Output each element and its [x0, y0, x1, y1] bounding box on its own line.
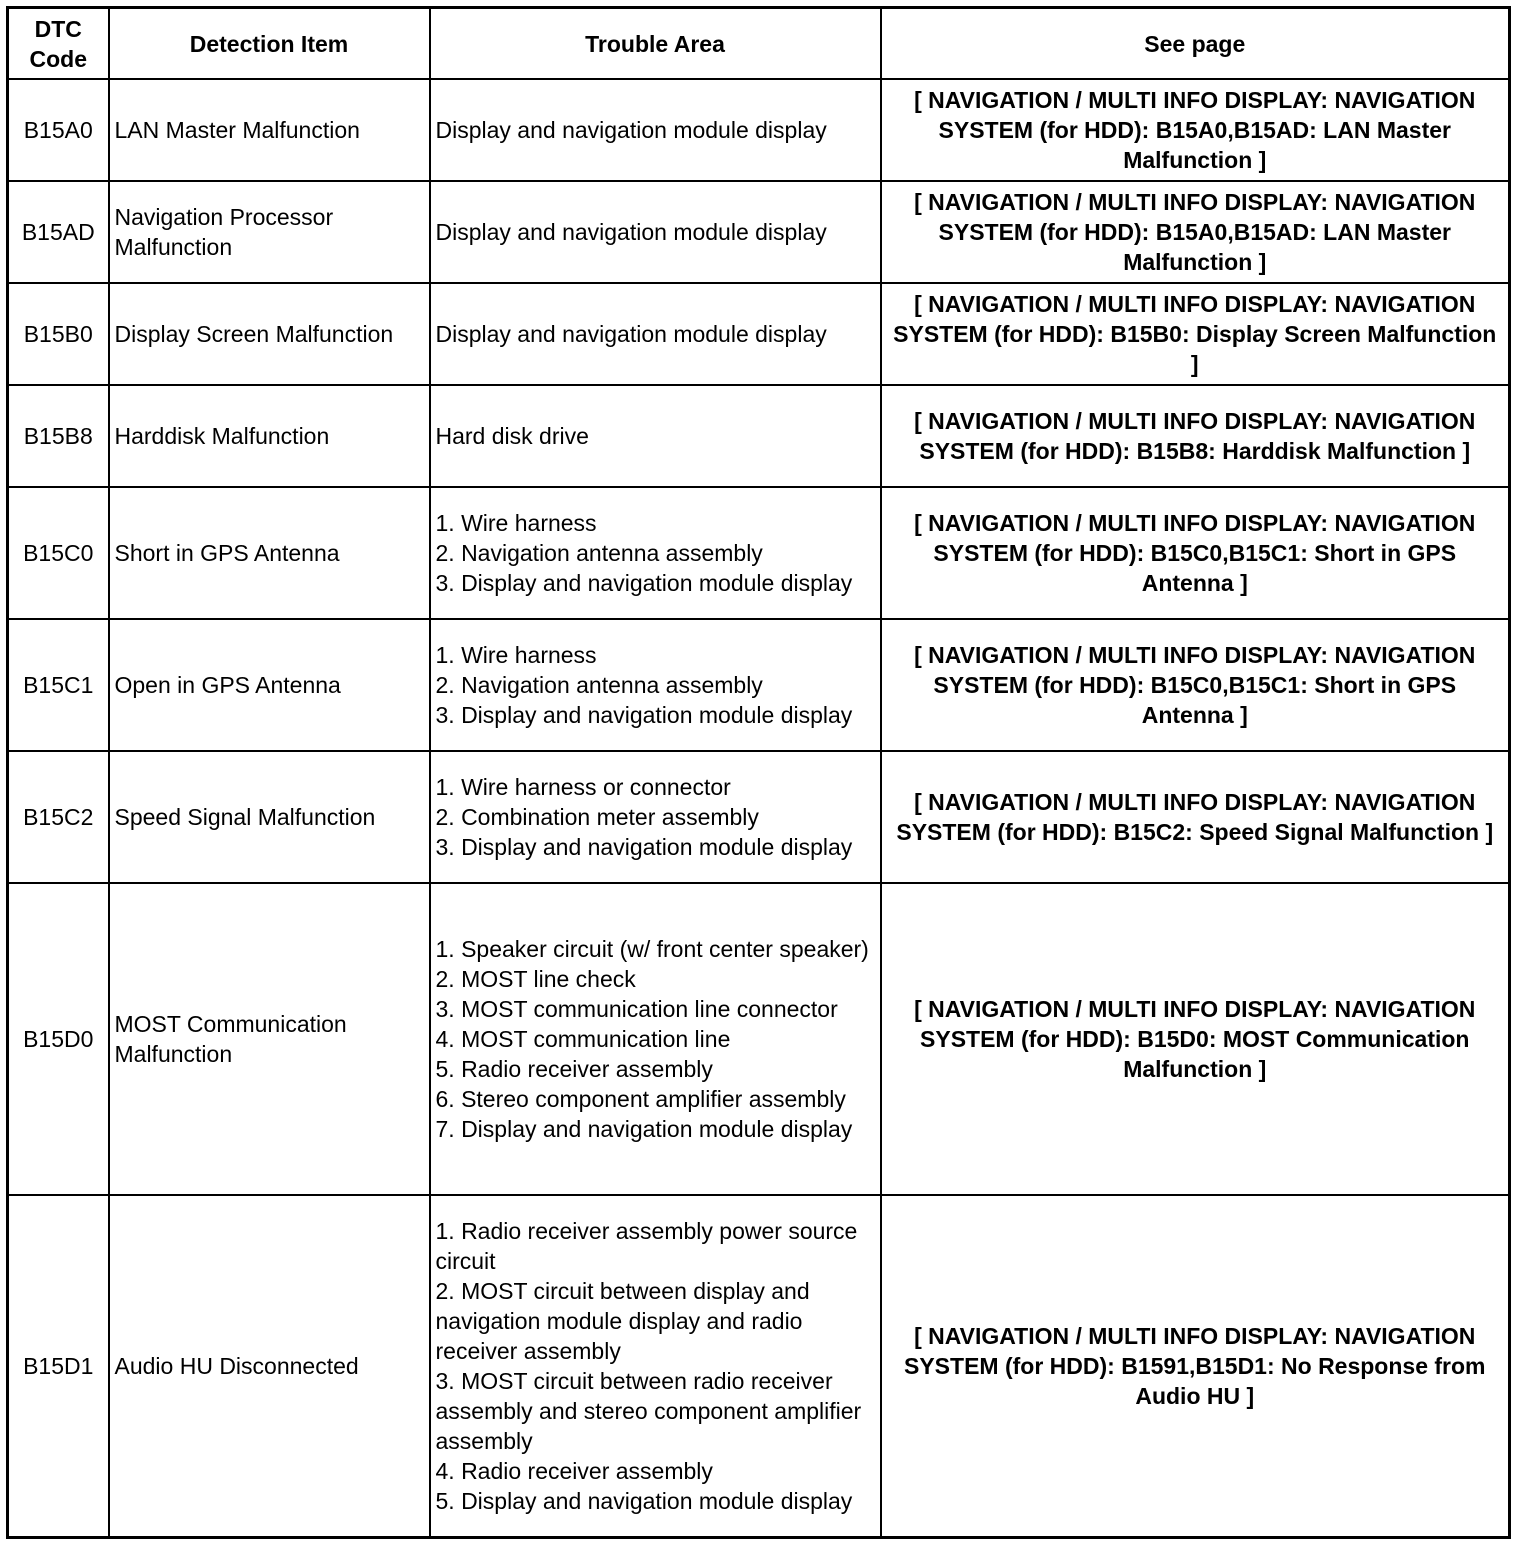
header-detection-item: Detection Item — [109, 8, 430, 80]
trouble-area-cell — [430, 883, 881, 1195]
table-row — [8, 751, 1510, 883]
trouble-area-entry: 1. Wire harness — [435, 642, 597, 668]
trouble-area-entry: 7. Display and navigation module display — [435, 1116, 853, 1142]
table-row — [8, 1195, 1510, 1537]
trouble-area-cell — [430, 619, 881, 751]
dtc-table — [6, 6, 1511, 1539]
detection-item-cell: Harddisk Malfunction — [109, 385, 430, 487]
trouble-area-entry: 3. MOST circuit between radio receiver assembly and stereo component amplifier assembly — [435, 1367, 862, 1454]
dtc-code-cell: B15C1 — [8, 619, 109, 751]
dtc-code-cell: B15D1 — [8, 1195, 109, 1537]
table-row — [8, 181, 1510, 283]
table-row — [8, 79, 1510, 181]
table-row — [8, 487, 1510, 619]
trouble-area-entry: Hard disk drive — [435, 423, 589, 449]
trouble-area-cell — [430, 751, 881, 883]
table-row — [8, 385, 1510, 487]
trouble-area-entry: 1. Wire harness — [435, 510, 597, 536]
trouble-area-entry: 2. Combination meter assembly — [435, 804, 759, 830]
header-see-page: See page — [881, 8, 1510, 80]
see-page-cell: [ NAVIGATION / MULTI INFO DISPLAY: NAVIGATION SYSTEM (for HDD): B15C2: Speed Signal Malfunction ] — [881, 751, 1510, 883]
table-header-row — [8, 8, 1510, 80]
table-body — [8, 79, 1510, 1537]
header-dtc-code-line2: Code — [29, 45, 87, 72]
dtc-code-cell: B15B0 — [8, 283, 109, 385]
trouble-area-cell — [430, 181, 881, 283]
trouble-area-entry: 5. Radio receiver assembly — [435, 1056, 713, 1082]
detection-item-cell: Navigation Processor Malfunction — [109, 181, 430, 283]
trouble-area-entry: 2. Navigation antenna assembly — [435, 672, 763, 698]
trouble-area-entry: 2. Navigation antenna assembly — [435, 540, 763, 566]
dtc-code-cell: B15B8 — [8, 385, 109, 487]
header-trouble-area: Trouble Area — [430, 8, 881, 80]
see-page-cell: [ NAVIGATION / MULTI INFO DISPLAY: NAVIGATION SYSTEM (for HDD): B15C0,B15C1: Short in GPS Antenna ] — [881, 487, 1510, 619]
trouble-area-cell — [430, 79, 881, 181]
dtc-code-cell: B15C0 — [8, 487, 109, 619]
header-dtc-code-line1: DTC — [34, 15, 82, 42]
table-row — [8, 283, 1510, 385]
trouble-area-entry: 6. Stereo component amplifier assembly — [435, 1086, 846, 1112]
see-page-cell: [ NAVIGATION / MULTI INFO DISPLAY: NAVIGATION SYSTEM (for HDD): B15B0: Display Screen Malfunction ] — [881, 283, 1510, 385]
trouble-area-cell — [430, 487, 881, 619]
dtc-code-cell: B15D0 — [8, 883, 109, 1195]
trouble-area-entry: 1. Radio receiver assembly power source circuit — [435, 1217, 858, 1274]
header-dtc-code — [8, 8, 109, 80]
trouble-area-entry: 2. MOST circuit between display and navigation module display and radio receiver assembly — [435, 1277, 810, 1364]
table-row — [8, 619, 1510, 751]
trouble-area-entry: 1. Wire harness or connector — [435, 774, 731, 800]
detection-item-cell: MOST Communication Malfunction — [109, 883, 430, 1195]
trouble-area-cell — [430, 1195, 881, 1537]
dtc-code-cell: B15A0 — [8, 79, 109, 181]
see-page-cell: [ NAVIGATION / MULTI INFO DISPLAY: NAVIGATION SYSTEM (for HDD): B15D0: MOST Communication Malfunction ] — [881, 883, 1510, 1195]
trouble-area-entry: 4. MOST communication line — [435, 1026, 731, 1052]
detection-item-cell: Speed Signal Malfunction — [109, 751, 430, 883]
see-page-cell: [ NAVIGATION / MULTI INFO DISPLAY: NAVIGATION SYSTEM (for HDD): B1591,B15D1: No Response from Audio HU ] — [881, 1195, 1510, 1537]
see-page-cell: [ NAVIGATION / MULTI INFO DISPLAY: NAVIGATION SYSTEM (for HDD): B15A0,B15AD: LAN Master Malfunction ] — [881, 79, 1510, 181]
trouble-area-entry: 3. MOST communication line connector — [435, 996, 838, 1022]
trouble-area-entry: 2. MOST line check — [435, 966, 636, 992]
detection-item-cell: Short in GPS Antenna — [109, 487, 430, 619]
detection-item-cell: Display Screen Malfunction — [109, 283, 430, 385]
trouble-area-entry: 4. Radio receiver assembly — [435, 1457, 713, 1484]
dtc-code-cell: B15AD — [8, 181, 109, 283]
detection-item-cell: LAN Master Malfunction — [109, 79, 430, 181]
trouble-area-entry: Display and navigation module display — [435, 219, 827, 245]
trouble-area-entry: Display and navigation module display — [435, 321, 827, 347]
detection-item-cell: Audio HU Disconnected — [109, 1195, 430, 1537]
trouble-area-entry: 1. Speaker circuit (w/ front center speaker) — [435, 936, 869, 962]
see-page-cell: [ NAVIGATION / MULTI INFO DISPLAY: NAVIGATION SYSTEM (for HDD): B15C0,B15C1: Short in GPS Antenna ] — [881, 619, 1510, 751]
see-page-cell: [ NAVIGATION / MULTI INFO DISPLAY: NAVIGATION SYSTEM (for HDD): B15A0,B15AD: LAN Master Malfunction ] — [881, 181, 1510, 283]
trouble-area-entry: 5. Display and navigation module display — [435, 1487, 853, 1514]
trouble-area-entry: 3. Display and navigation module display — [435, 834, 853, 860]
dtc-code-cell: B15C2 — [8, 751, 109, 883]
trouble-area-cell — [430, 283, 881, 385]
see-page-cell: [ NAVIGATION / MULTI INFO DISPLAY: NAVIGATION SYSTEM (for HDD): B15B8: Harddisk Malfunction ] — [881, 385, 1510, 487]
trouble-area-entry: Display and navigation module display — [435, 117, 827, 143]
trouble-area-cell — [430, 385, 881, 487]
detection-item-cell: Open in GPS Antenna — [109, 619, 430, 751]
trouble-area-entry: 3. Display and navigation module display — [435, 570, 853, 596]
trouble-area-entry: 3. Display and navigation module display — [435, 702, 853, 728]
table-row — [8, 883, 1510, 1195]
